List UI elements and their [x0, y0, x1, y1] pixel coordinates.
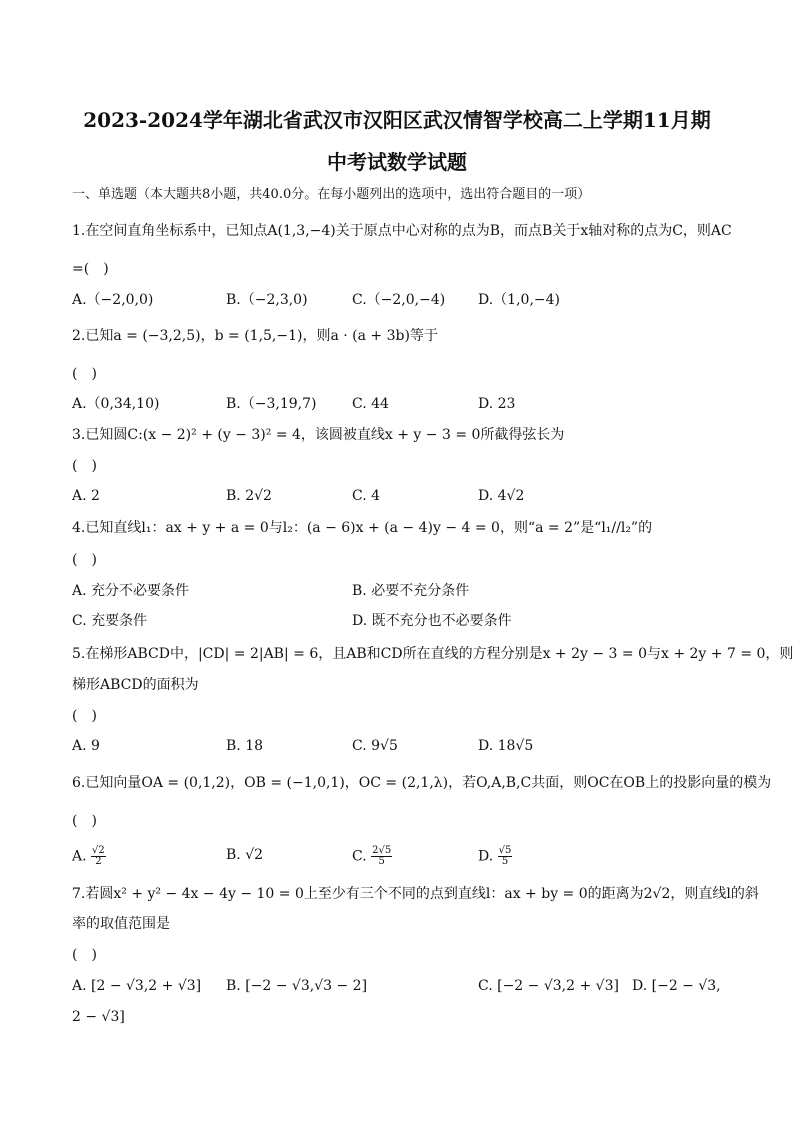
question-6-option-a — [72, 846, 106, 867]
question-5-option-b: B. 18 — [226, 738, 264, 754]
question-6-stem-line-2: ( ) — [72, 813, 97, 829]
exam-title-line-2: 中考试数学试题 — [327, 150, 467, 174]
question-7-option-d: D. [−2 − √3, — [632, 978, 721, 994]
question-6-stem-line-1: 6.已知向量OA = (0,1,2)，OB = (−1,0,1)，OC = (2,1,λ)，若O,A,B,C共面，则OC在OB上的投影向量的模为 — [72, 775, 772, 791]
question-5-option-c: C. 9√5 — [352, 738, 398, 754]
question-5-option-a: A. 9 — [72, 738, 100, 754]
section-header: 一、单选题（本大题共8小题，共40.0分。在每小题列出的选项中，选出符合题目的一项） — [72, 187, 591, 202]
question-1-option-c: C.（−2,0,−4) — [352, 292, 446, 308]
question-7-option-a: A. [2 − √3,2 + √3] — [72, 978, 202, 994]
question-2-option-b: B.（−3,19,7) — [226, 396, 317, 412]
question-2-stem-line-1: 2.已知a = (−3,2,5)，b = (1,5,−1)，则a · (a + 3b)等于 — [72, 328, 438, 344]
fraction-numerator: 2√5 — [372, 845, 392, 856]
question-6-option-c — [352, 846, 392, 867]
fraction — [371, 846, 392, 867]
question-5-stem-line-3: ( ) — [72, 708, 97, 724]
question-1-stem-line-2: =( ) — [72, 261, 109, 277]
question-2-option-a: A.（0,34,10) — [72, 396, 160, 412]
question-1-stem-line-1: 1.在空间直角坐标系中，已知点A(1,3,−4)关于原点中心对称的点为B，而点B关于x轴对称的点为C，则AC — [72, 223, 732, 239]
question-4-stem-line-1: 4.已知直线l₁：ax + y + a = 0与l₂：(a − 6)x + (a − 4)y − 4 = 0，则“a = 2”是“l₁//l₂”的 — [72, 520, 653, 536]
question-4-option-c: C. 充要条件 — [72, 613, 148, 629]
fraction-denominator: 5 — [378, 856, 385, 867]
option-label: D. — [478, 848, 494, 865]
question-7-option-c: C. [−2 − √3,2 + √3] — [478, 978, 619, 994]
question-1-option-d: D.（1,0,−4) — [478, 292, 560, 308]
question-5-stem-line-2: 梯形ABCD的面积为 — [72, 677, 199, 693]
question-5-option-d: D. 18√5 — [478, 738, 534, 754]
option-label: C. — [352, 848, 367, 865]
question-2-option-d: D. 23 — [478, 396, 516, 412]
question-4-option-b: B. 必要不充分条件 — [352, 583, 470, 599]
question-3-stem-line-2: ( ) — [72, 458, 97, 474]
question-7-option-d-continued: 2 − √3] — [72, 1009, 125, 1025]
question-2-stem-line-2: ( ) — [72, 366, 97, 382]
fraction — [498, 846, 513, 867]
question-1-option-a: A.（−2,0,0) — [72, 292, 154, 308]
question-6-option-d — [478, 846, 512, 867]
fraction-denominator: 2 — [95, 856, 102, 867]
question-4-option-a: A. 充分不必要条件 — [72, 583, 190, 599]
fraction-denominator: 5 — [501, 856, 509, 867]
fraction-numerator: √2 — [92, 845, 105, 856]
question-4-stem-line-2: ( ) — [72, 552, 97, 568]
question-1-option-b: B.（−2,3,0) — [226, 292, 308, 308]
fraction-numerator: √5 — [498, 845, 512, 856]
question-3-option-a: A. 2 — [72, 488, 100, 504]
question-3-option-c: C. 4 — [352, 488, 381, 504]
question-7-stem-line-3: ( ) — [72, 947, 97, 963]
exam-title-line-1: 2023-2024学年湖北省武汉市汉阳区武汉情智学校高二上学期11月期 — [83, 108, 711, 132]
question-3-option-d: D. 4√2 — [478, 488, 525, 504]
question-7-option-b: B. [−2 − √3,√3 − 2] — [226, 978, 368, 994]
fraction — [91, 846, 106, 867]
question-4-option-d: D. 既不充分也不必要条件 — [352, 613, 512, 629]
question-5-stem-line-1: 5.在梯形ABCD中，|CD| = 2|AB| = 6，且AB和CD所在直线的方程分别是x + 2y − 3 = 0与x + 2y + 7 = 0，则 — [72, 646, 794, 662]
question-7-stem-line-2: 率的取值范围是 — [72, 916, 170, 932]
question-3-option-b: B. 2√2 — [226, 488, 272, 504]
question-3-stem-line-1: 3.已知圆C:(x − 2)² + (y − 3)² = 4，该圆被直线x + y − 3 = 0所截得弦长为 — [72, 427, 565, 443]
question-7-stem-line-1: 7.若圆x² + y² − 4x − 4y − 10 = 0上至少有三个不同的点到直线l：ax + by = 0的距离为2√2，则直线l的斜 — [72, 886, 759, 902]
option-label: A. — [72, 848, 87, 865]
question-2-option-c: C. 44 — [352, 396, 389, 412]
question-6-option-b: B. √2 — [226, 847, 264, 863]
